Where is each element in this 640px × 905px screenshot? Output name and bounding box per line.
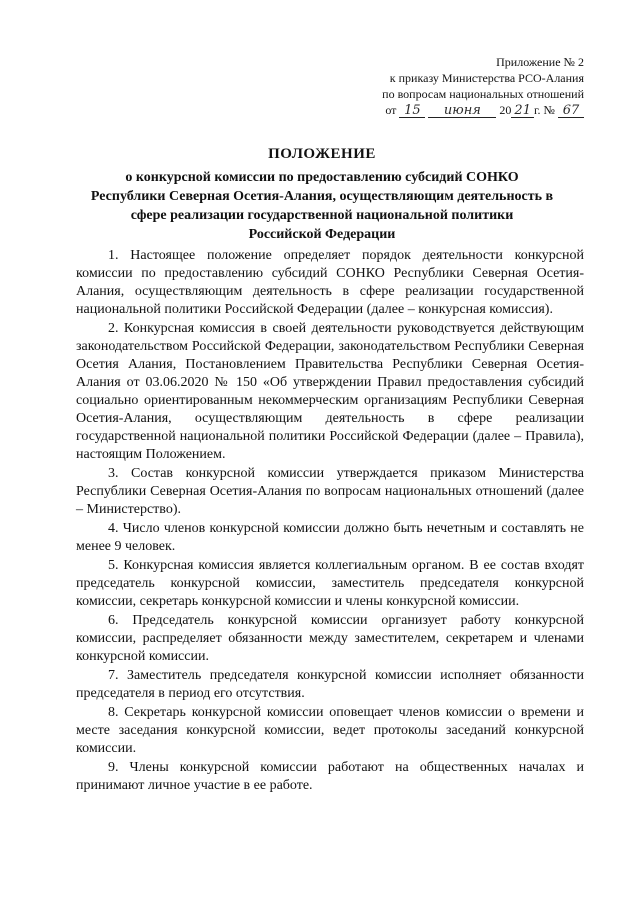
number-prefix: г. № bbox=[533, 103, 555, 117]
paragraph-7: 7. Заместитель председателя конкурсной комиссии исполняет обязанности председателя в период его отсутствия. bbox=[76, 668, 584, 701]
title-line-1: о конкурсной комиссии по предоставлению субсидий СОНКО bbox=[125, 170, 519, 185]
appendix-date-line bbox=[385, 102, 584, 118]
year-prefix: 20 bbox=[499, 103, 512, 117]
date-month-handwritten: июня bbox=[428, 104, 496, 118]
paragraph-9: 9. Члены конкурсной комиссии работают на общественных началах и принимают личное участие в ее работе. bbox=[76, 760, 584, 793]
title-main: ПОЛОЖЕНИЕ bbox=[268, 146, 376, 162]
date-prefix: от bbox=[385, 103, 397, 117]
title-line-2: Республики Северная Осетия-Алания, осуществляющим деятельность в bbox=[90, 189, 554, 204]
appendix-ministry: по вопросам национальных отношений bbox=[382, 87, 584, 101]
title-line-4: Российской Федерации bbox=[248, 227, 396, 242]
document-body bbox=[76, 247, 584, 796]
appendix-number: Приложение № 2 bbox=[496, 55, 584, 69]
appendix-header bbox=[382, 54, 584, 118]
document-title bbox=[60, 145, 584, 244]
paragraph-4: 4. Число членов конкурсной комиссии должно быть нечетным и составлять не менее 9 человек. bbox=[76, 521, 584, 554]
paragraph-8: 8. Секретарь конкурсной комиссии оповещает членов комиссии о времени и месте заседания конкурсной комиссии, ведет протоколы заседаний конкурсной комиссии. bbox=[76, 705, 584, 756]
title-line-3: сфере реализации государственной национальной политики bbox=[130, 208, 514, 223]
year-suffix-handwritten: 21 bbox=[511, 104, 534, 118]
order-number-handwritten: 67 bbox=[558, 104, 584, 118]
paragraph-6: 6. Председатель конкурсной комиссии организует работу конкурсной комиссии, распределяет обязанности между заместителем, секретарем и членами конкурсной комиссии. bbox=[76, 613, 584, 664]
appendix-order-ref: к приказу Министерства РСО-Алания bbox=[389, 71, 584, 85]
paragraph-1: 1. Настоящее положение определяет порядок деятельности конкурсной комиссии по предоставлению субсидий СОНКО Республики Северная Осетия-Алания, осуществляющим деятельность в сфере реализации государственной национальной политики Российской Федерации (далее – конкурсная комиссия). bbox=[76, 248, 584, 317]
paragraph-5: 5. Конкурсная комиссия является коллегиальным органом. В ее состав входят председатель конкурсной комиссии, заместитель председателя конкурсной комиссии, секретарь конкурсной комиссии и члены конкурсной комиссии. bbox=[76, 558, 584, 609]
paragraph-2: 2. Конкурсная комиссия в своей деятельности руководствуется действующим законодательством Российской Федерации, законодательством Республики Северная Осетия Алания, Постановлением Правительства Республики Северная Осетия-Алания от 03.06.2020 № 150 «Об утверждении Правил предоставления субсидий социально ориентированным некоммерческим организациям Республики Северная Осетия-Алания, осуществляющим деятельность в сфере реализации государственной национальной политики Российской Федерации (далее – Правила), настоящим Положением. bbox=[76, 321, 584, 462]
date-day-handwritten: 15 bbox=[399, 104, 425, 118]
paragraph-3: 3. Состав конкурсной комиссии утверждается приказом Министерства Республики Северная Осетия-Алания по вопросам национальных отношений (далее – Министерство). bbox=[76, 466, 584, 517]
